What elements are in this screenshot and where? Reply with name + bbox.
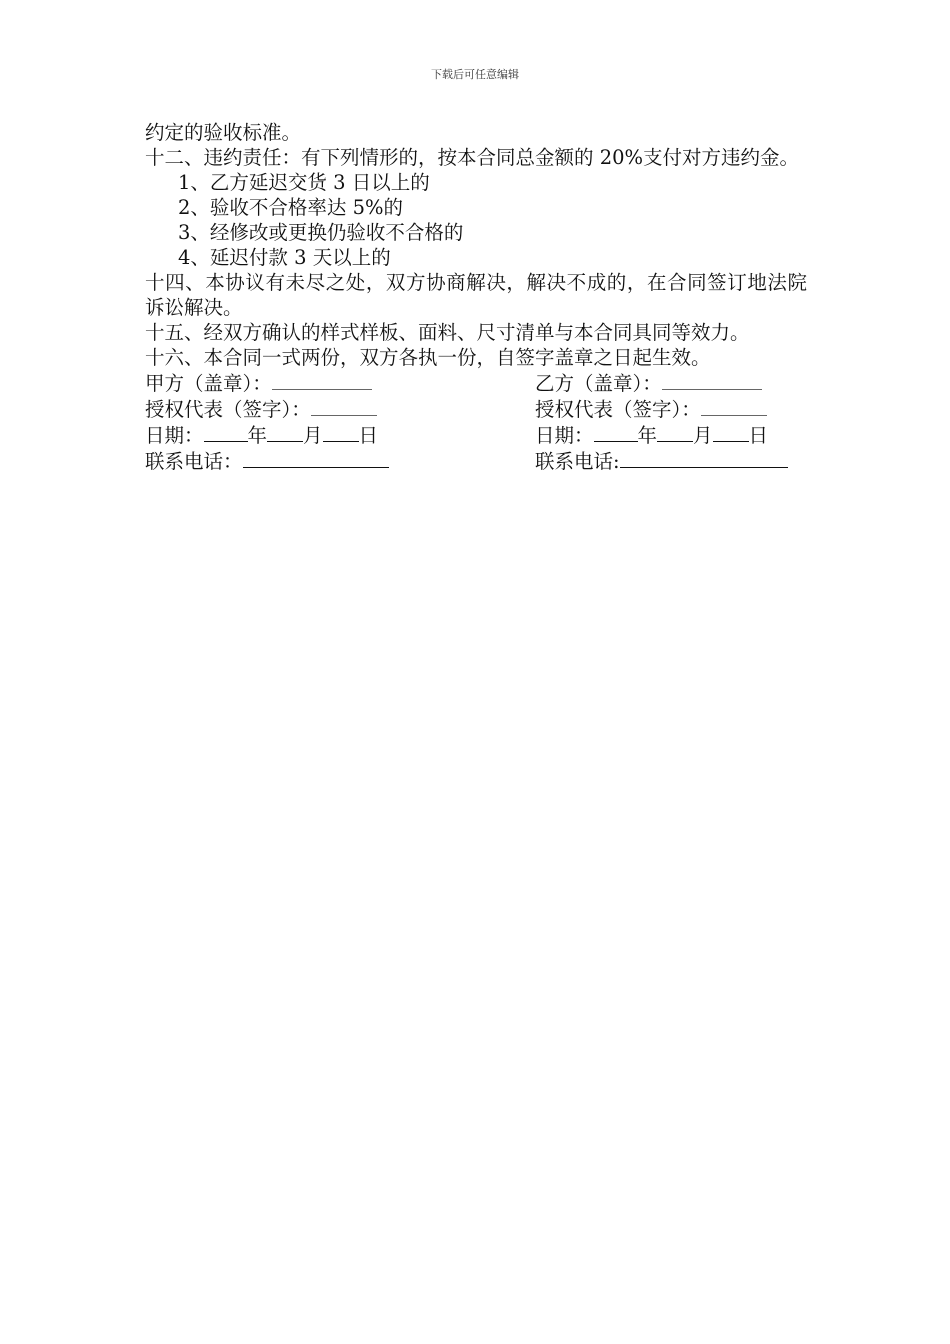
party-a-month-label: 月 [303, 424, 323, 447]
party-a-seal-label: 甲方（盖章）： [145, 372, 272, 395]
party-b-seal-blank[interactable] [662, 370, 762, 390]
party-b-rep-blank[interactable] [701, 396, 767, 416]
party-b-phone-blank[interactable] [620, 448, 788, 468]
breach-item-3: 3、经修改或更换仍验收不合格的 [178, 221, 464, 244]
page-header: 下载后可任意编辑 [431, 68, 519, 81]
signature-rep-row [145, 396, 807, 422]
party-a-date-label: 日期： [145, 424, 204, 447]
signature-seal-row [145, 370, 807, 396]
party-a-date [145, 422, 535, 448]
party-a-rep-label: 授权代表（签字）： [145, 398, 311, 421]
signature-date-row [145, 422, 807, 448]
party-b-phone [535, 448, 807, 474]
party-b-seal-label: 乙方（盖章）： [535, 372, 662, 395]
clause-15-samples: 十五、经双方确认的样式样板、面料、尺寸清单与本合同具同等效力。 [145, 321, 750, 344]
party-a-rep-blank[interactable] [311, 396, 377, 416]
party-b-date-label: 日期： [535, 424, 594, 447]
party-a-phone-label: 联系电话： [145, 450, 243, 473]
party-b-rep [535, 396, 807, 422]
party-a-year-label: 年 [247, 424, 268, 447]
party-a-phone [145, 448, 535, 474]
party-a-day-blank[interactable] [323, 422, 359, 442]
contract-body [145, 120, 807, 474]
party-a-seal-blank[interactable] [272, 370, 372, 390]
party-b-month-label: 月 [693, 424, 713, 447]
breach-item-2: 2、验收不合格率达 5%的 [178, 196, 404, 219]
signature-phone-row [145, 448, 807, 474]
party-b-rep-label: 授权代表（签字）： [535, 398, 701, 421]
clause-16-copies: 十六、本合同一式两份，双方各执一份，自签字盖章之日起生效。 [145, 346, 711, 369]
party-a-day-label: 日 [358, 424, 379, 447]
party-b-date [535, 422, 807, 448]
party-b-day-label: 日 [748, 424, 769, 447]
party-a-seal [145, 370, 535, 396]
paragraph-acceptance-standard: 约定的验收标准。 [145, 121, 302, 144]
party-a-year-blank[interactable] [204, 422, 248, 442]
party-b-year-label: 年 [637, 424, 658, 447]
party-b-month-blank[interactable] [657, 422, 693, 442]
party-b-seal [535, 370, 807, 396]
party-a-rep [145, 396, 535, 422]
party-b-phone-label: 联系电话: [535, 450, 620, 473]
clause-14-disputes: 十四、本协议有未尽之处，双方协商解决，解决不成的，在合同签订地法院诉讼解决。 [145, 271, 807, 319]
party-b-year-blank[interactable] [594, 422, 638, 442]
party-b-day-blank[interactable] [713, 422, 749, 442]
breach-item-4: 4、延迟付款 3 天以上的 [178, 246, 391, 269]
party-a-month-blank[interactable] [267, 422, 303, 442]
party-a-phone-blank[interactable] [243, 448, 389, 468]
breach-item-1: 1、乙方延迟交货 3 日以上的 [178, 171, 430, 194]
clause-12-breach-liability: 十二、违约责任：有下列情形的，按本合同总金额的 20%支付对方违约金。 [145, 146, 800, 169]
